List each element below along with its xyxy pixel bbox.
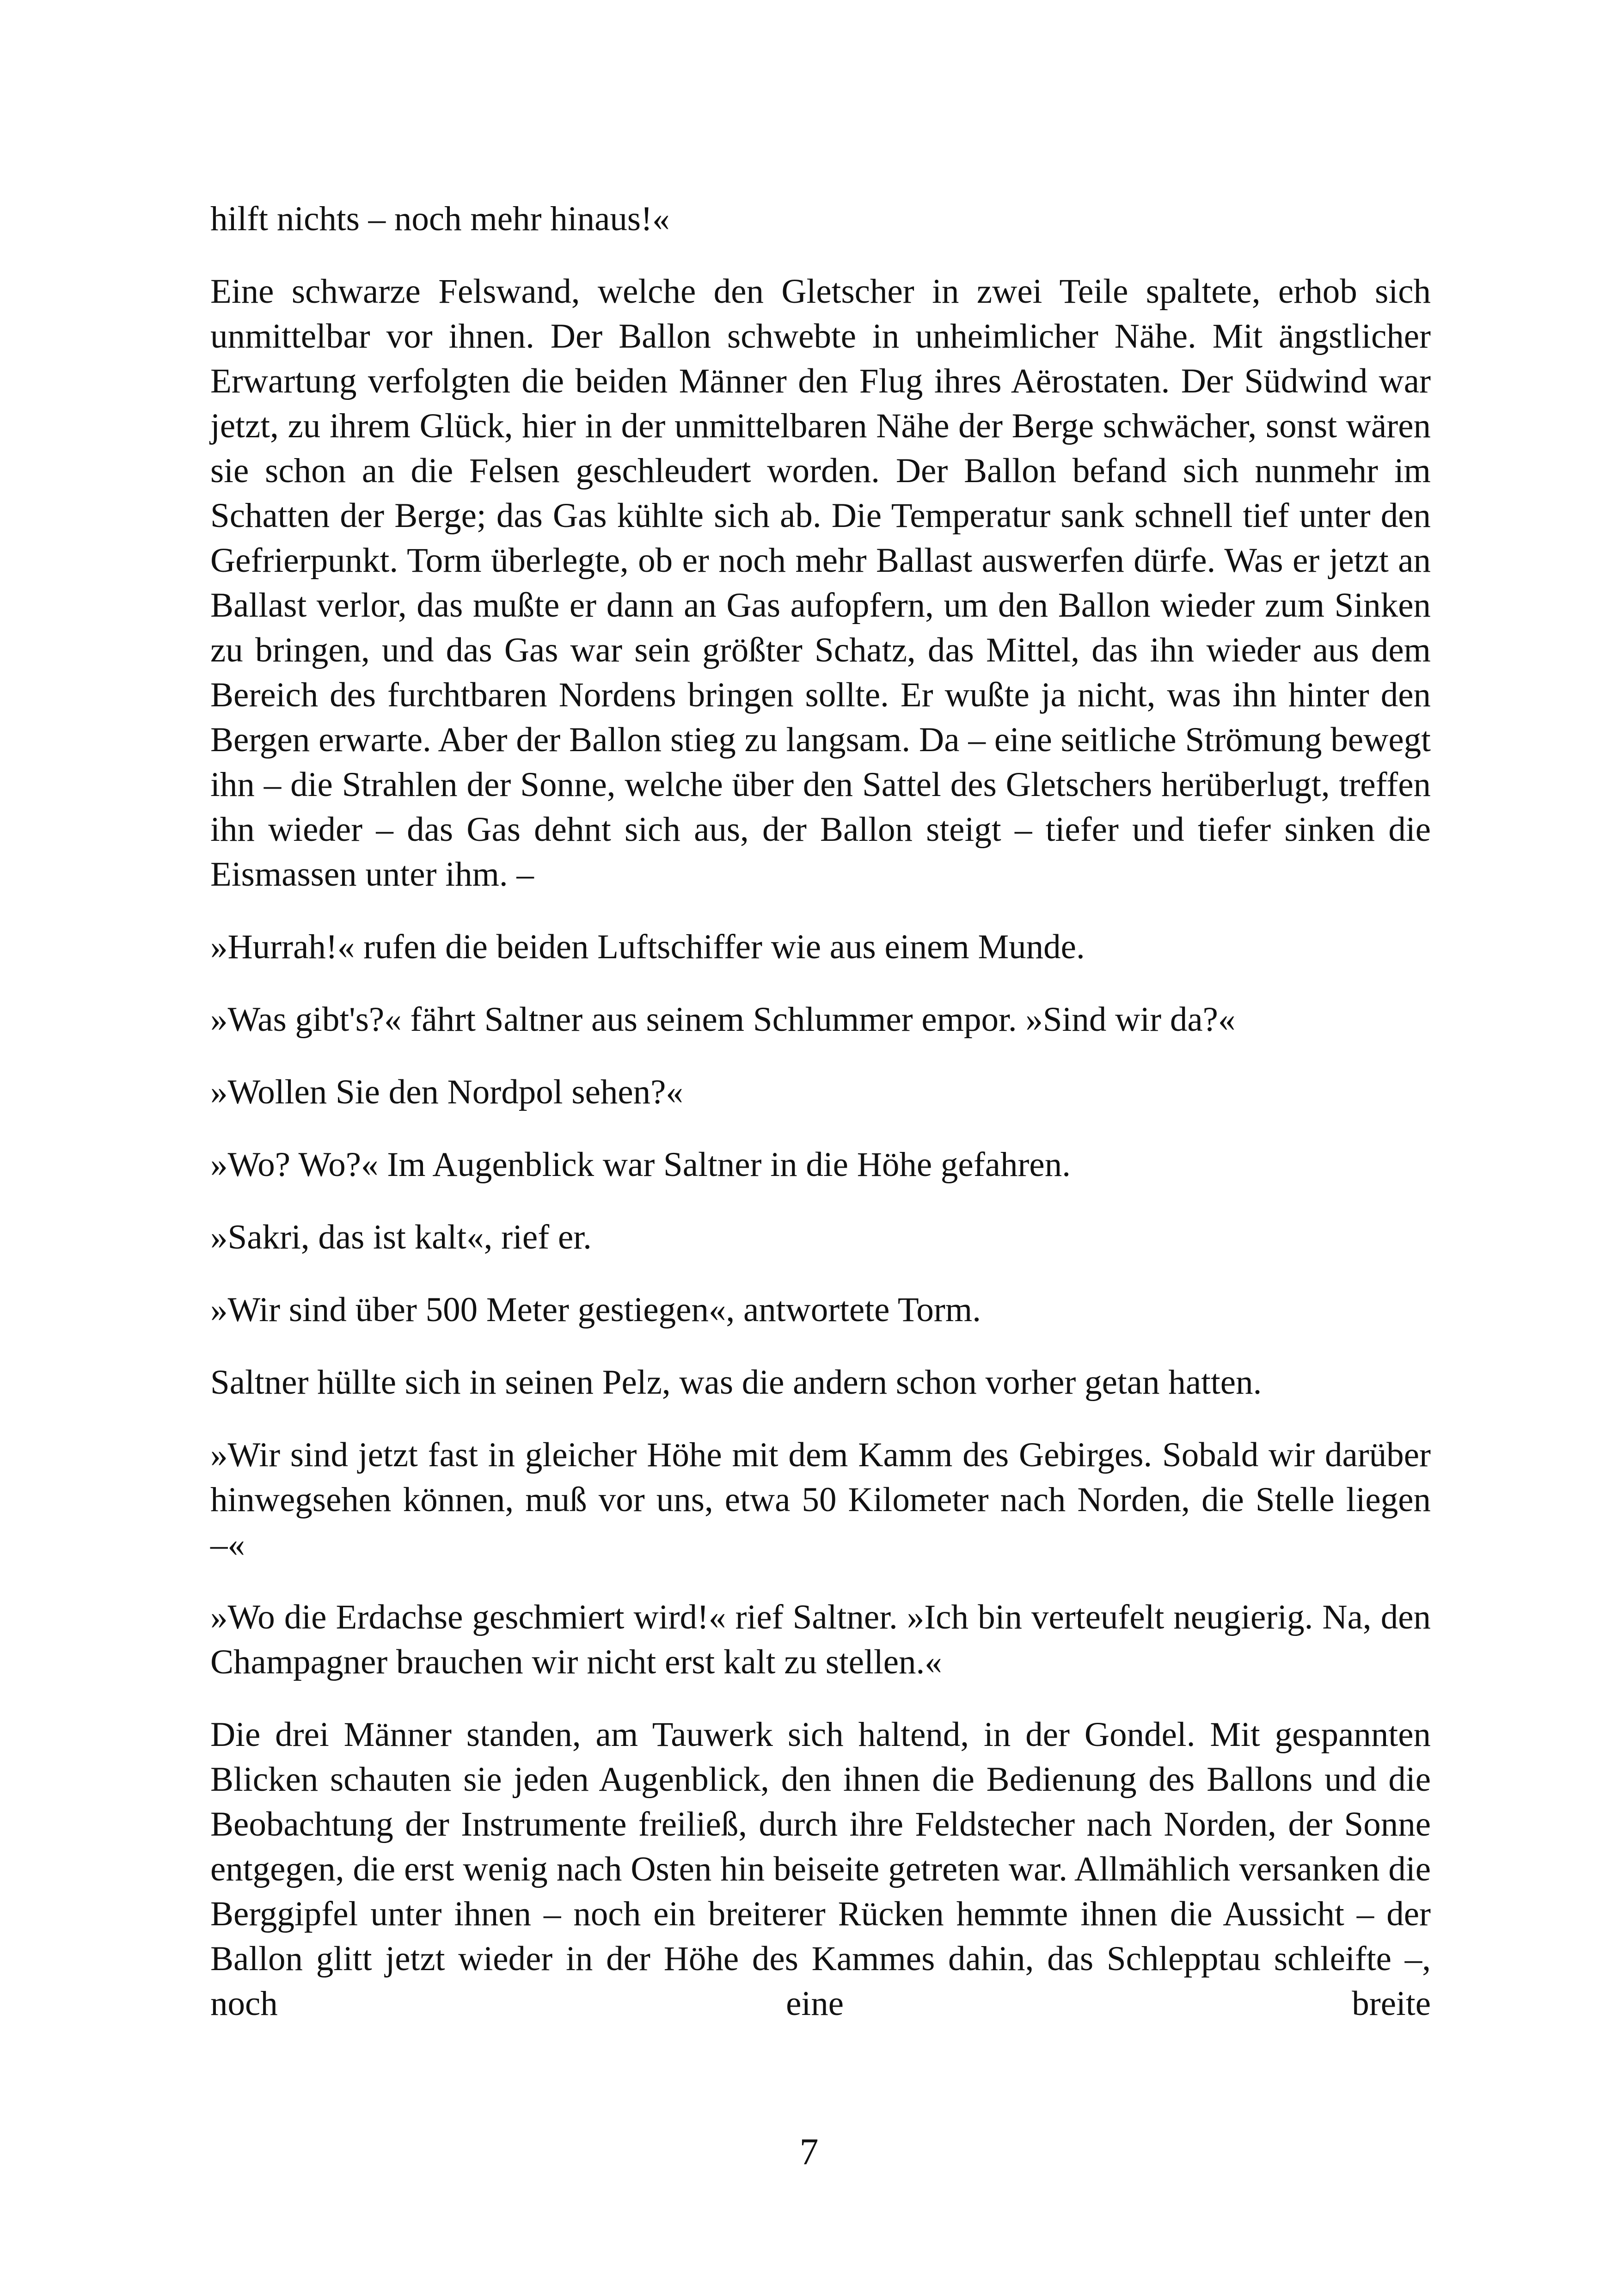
paragraph: »Wollen Sie den Nordpol sehen?« — [210, 1073, 683, 1111]
page-number: 7 — [799, 2131, 819, 2173]
paragraph: »Hurrah!« rufen die beiden Luftschiffer wie aus einem Munde. — [210, 928, 1085, 966]
paragraph: »Was gibt's?« fährt Saltner aus seinem Schlummer empor. »Sind wir da?« — [210, 1000, 1236, 1039]
paragraph: Die drei Männer standen, am Tauwerk sich haltend, in der Gondel. Mit gespannten Blicken schauten sie jeden Augenblick, den ihnen die Bedienung des Ballons und die Beobachtung der Instrumente freiließ, durch ihre Feldstecher nach Norden, der Sonne entgegen, die erst wenig nach Osten hin beiseite getreten war. Allmählich versanken die Berggipfel unter ihnen – noch ein breiterer Rücken hemmte ihnen die Aussicht – der Ballon glitt jetzt wieder in der Höhe des Kammes dahin, das Schlepptau schleifte –, noch eine breite — [210, 1715, 1431, 2023]
paragraph: »Wir sind über 500 Meter gestiegen«, antwortete Torm. — [210, 1291, 981, 1329]
paragraph: »Wo die Erdachse geschmiert wird!« rief Saltner. »Ich bin verteufelt neugierig. Na, den Champagner brauchen wir nicht erst kalt zu stellen.« — [210, 1598, 1431, 1681]
paragraph: hilft nichts – noch mehr hinaus!« — [210, 200, 670, 238]
paragraph: »Wo? Wo?« Im Augenblick war Saltner in die Höhe gefahren. — [210, 1145, 1071, 1184]
paragraph: Eine schwarze Felswand, welche den Gletscher in zwei Teile spaltete, erhob sich unmittelbar vor ihnen. Der Ballon schwebte in unheimlicher Nähe. Mit ängstlicher Erwartung verfolgten die beiden Männer den Flug ihres Aërostaten. Der Südwind war jetzt, zu ihrem Glück, hier in der unmittelbaren Nähe der Berge schwächer, sonst wären sie schon an die Felsen geschleudert worden. Der Ballon befand sich nunmehr im Schatten der Berge; das Gas kühlte sich ab. Die Temperatur sank schnell tief unter den Gefrierpunkt. Torm überlegte, ob er noch mehr Ballast auswerfen dürfe. Was er jetzt an Ballast verlor, das mußte er dann an Gas aufopfern, um den Ballon wieder zum Sinken zu bringen, und das Gas war sein größter Schatz, das Mittel, das ihn wieder aus dem Bereich des furchtbaren Nordens bringen sollte. Er wußte ja nicht, was ihn hinter den Bergen erwarte. Aber der Ballon stieg zu langsam. Da – eine seitliche Strömung bewegt ihn – die Strahlen der Sonne, welche über den Sattel des Gletschers herüberlugt, treffen ihn wieder – das Gas dehnt sich aus, der Ballon steigt – tiefer und tiefer sinken die Eismassen unter ihm. – — [210, 272, 1431, 894]
paragraph: Saltner hüllte sich in seinen Pelz, was die andern schon vorher getan hatten. — [210, 1363, 1262, 1402]
page-body — [210, 196, 1431, 2054]
paragraph: »Sakri, das ist kalt«, rief er. — [210, 1218, 592, 1256]
paragraph: »Wir sind jetzt fast in gleicher Höhe mit dem Kamm des Gebirges. Sobald wir darüber hinwegsehen können, muß vor uns, etwa 50 Kilometer nach Norden, die Stelle liegen –« — [210, 1436, 1431, 1564]
